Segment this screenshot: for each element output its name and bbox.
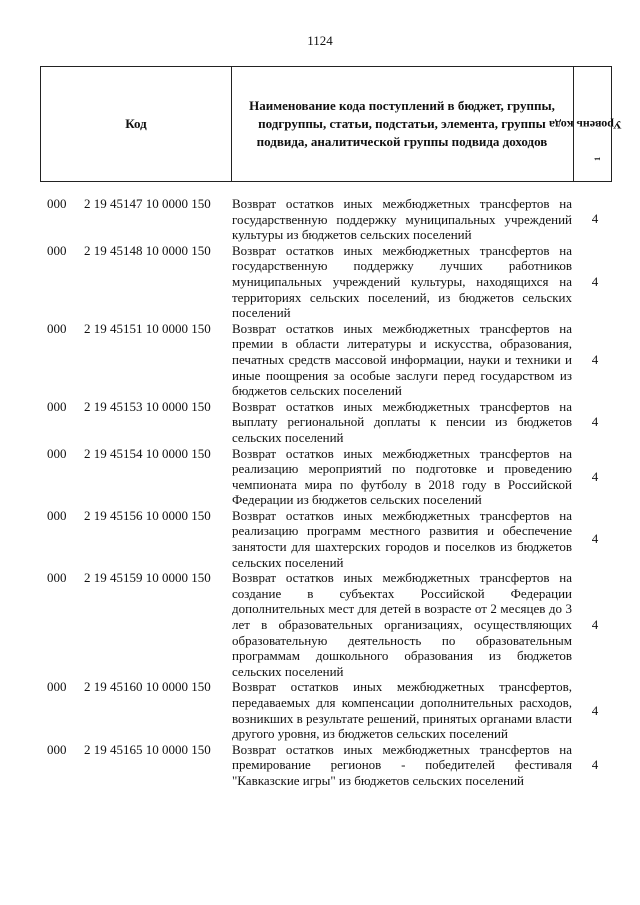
revenue-code: 2 19 45156 10 0000 150 xyxy=(84,507,211,523)
table-row xyxy=(0,399,640,446)
revenue-code: 2 19 45165 10 0000 150 xyxy=(84,741,211,757)
code-level: 4 xyxy=(591,211,599,227)
revenue-name: Возврат остатков иных межбюджетных трансфертов на премии в области литературы и искусства, образования, печатных средств массовой информации, науки и техники и иные поощрения за особые заслуги перед государством из бюджетов сельских поселений xyxy=(232,320,572,399)
revenue-code: 2 19 45160 10 0000 150 xyxy=(84,679,211,695)
admin-code: 000 xyxy=(47,196,67,211)
admin-code: 000 xyxy=(47,507,67,523)
code-level: 4 xyxy=(591,531,599,547)
code-level: 4 xyxy=(591,616,599,632)
table-row xyxy=(0,570,640,679)
header-code: Код xyxy=(125,116,147,131)
revenue-name: Возврат остатков иных межбюджетных трансфертов, передаваемых для компенсации дополнительных расходов, возникших в результате решений, принятых органами власти другого уровня, из бюджетов сельских поселений xyxy=(232,679,572,742)
revenue-name: Возврат остатков иных межбюджетных трансфертов на выплату региональной доплаты к пенсии из бюджетов сельских поселений xyxy=(232,398,572,445)
revenue-name: Возврат остатков иных межбюджетных трансфертов на реализацию мероприятий по подготовке и проведению чемпионата мира по футболу в 2018 году в Российской Федерации из бюджетов сельских поселений xyxy=(232,445,572,508)
code-level: 4 xyxy=(591,414,599,430)
table-row xyxy=(0,446,640,508)
admin-code: 000 xyxy=(47,398,67,414)
revenue-code: 2 19 45154 10 0000 150 xyxy=(84,445,211,461)
code-level: 4 xyxy=(591,702,599,718)
admin-code: 000 xyxy=(47,320,67,336)
admin-code: 000 xyxy=(47,570,67,586)
revenue-code: 2 19 45148 10 0000 150 xyxy=(84,242,211,258)
header-level-footnote: 1 xyxy=(592,156,602,161)
header-name: Наименование кода поступлений в бюджет, группы, подгруппы, статьи, подстатьи, элемента, группы подвида, аналитической группы подвида доходов xyxy=(249,98,555,149)
revenue-code: 2 19 45153 10 0000 150 xyxy=(84,398,211,414)
table-row xyxy=(0,321,640,399)
revenue-name: Возврат остатков иных межбюджетных трансфертов на создание в субъектах Российской Федерации дополнительных мест для детей в возрасте от 2 месяцев до 3 лет в образовательных организациях, осуществляющих образовательную деятельность по образовательным программам дошкольного образования из бюджетов сельских поселений xyxy=(232,570,572,679)
header-level-label: Уровень кода xyxy=(548,117,622,132)
admin-code: 000 xyxy=(47,445,67,461)
code-level: 4 xyxy=(591,468,599,484)
table-header xyxy=(40,66,622,182)
page-number: 1124 xyxy=(307,33,333,48)
table-row xyxy=(0,508,640,570)
table-row xyxy=(0,243,640,321)
table-body xyxy=(0,196,640,789)
table-row xyxy=(0,196,640,243)
revenue-code: 2 19 45151 10 0000 150 xyxy=(84,320,211,336)
revenue-code: 2 19 45147 10 0000 150 xyxy=(84,196,211,211)
header-level xyxy=(548,67,622,181)
revenue-name: Возврат остатков иных межбюджетных трансфертов на премирование регионов - победителей фестиваля "Кавказские игры" из бюджетов сельских поселений xyxy=(232,741,572,788)
admin-code: 000 xyxy=(47,679,67,695)
code-level: 4 xyxy=(591,351,599,367)
revenue-name: Возврат остатков иных межбюджетных трансфертов на реализацию программ местного развития и обеспечение занятости для шахтерских городов и поселков из бюджетов сельских поселений xyxy=(232,507,572,570)
code-level: 4 xyxy=(591,273,599,289)
revenue-code: 2 19 45159 10 0000 150 xyxy=(84,570,211,586)
revenue-name: Возврат остатков иных межбюджетных трансфертов на государственную поддержку лучших работников муниципальных учреждений культуры, находящихся на территориях сельских поселений, из бюджетов сельских поселений xyxy=(232,242,572,321)
admin-code: 000 xyxy=(47,242,67,258)
admin-code: 000 xyxy=(47,741,67,757)
revenue-name: Возврат остатков иных межбюджетных трансфертов на государственную поддержку муниципальных учреждений культуры из бюджетов сельских поселений xyxy=(232,196,572,243)
code-level: 4 xyxy=(591,757,599,773)
table-row xyxy=(0,679,640,741)
table-row xyxy=(0,742,640,789)
